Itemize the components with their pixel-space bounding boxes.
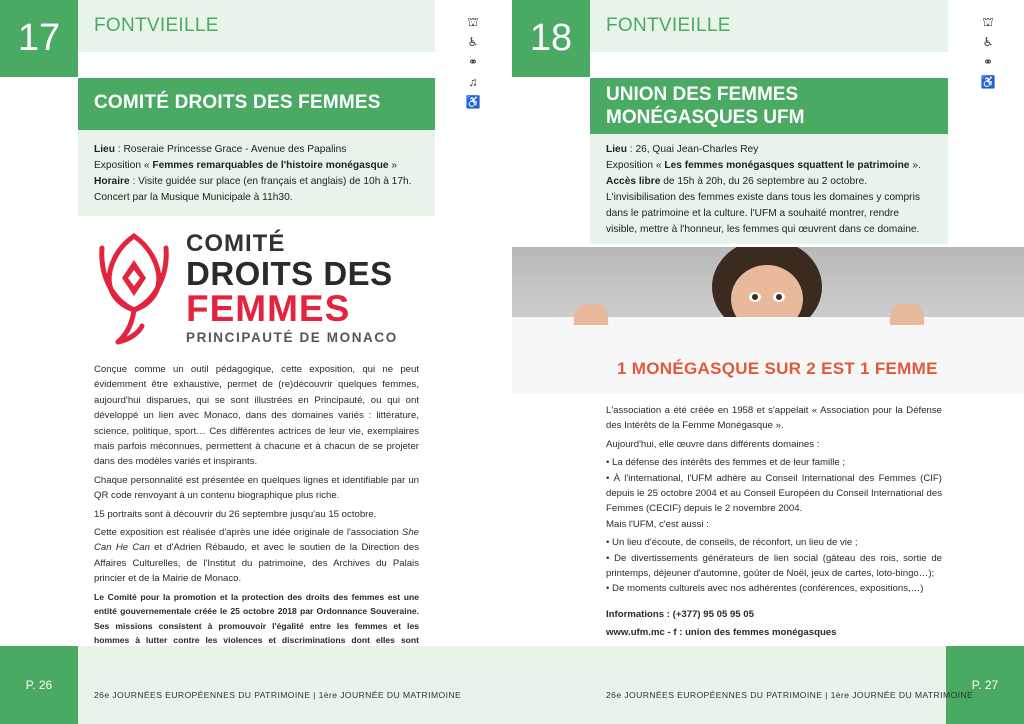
list-item: • La défense des intérêts des femmes et de leur famille ;: [606, 455, 942, 470]
page-number: P. 27: [946, 646, 1024, 724]
toilet-icon: ♿︎: [467, 35, 479, 49]
horaire-line: Horaire : Visite guidée sur place (en français et anglais) de 10h à 17h.: [94, 176, 412, 187]
lieu-line: Lieu : Roseraie Princesse Grace - Avenue des Papalins: [94, 144, 347, 155]
page-number: P. 26: [0, 646, 78, 724]
footer-text: 26e JOURNÉES EUROPÉENNES DU PATRIMOINE | 1ère JOURNÉE DU MATRIMOINE: [606, 690, 974, 700]
lieu-line: Lieu : 26, Quai Jean-Charles Rey: [606, 144, 759, 155]
list-item: • De divertissements générateurs de lien social (gâteau des rois, sortie de printemps, déjeuner d'automne, goûter de Noël, jeux de cartes, loto-bingo…);: [606, 551, 942, 582]
paragraph: 15 portraits sont à découvrir du 26 septembre jusqu'au 15 octobre.: [94, 508, 377, 520]
event-title-band: [590, 78, 948, 134]
banner-photo: [512, 247, 1024, 393]
info-phone[interactable]: Informations : (+377) 95 05 95 05: [606, 608, 754, 620]
desc-line: L'invisibilisation des femmes existe dans tous les domaines y compris dans le patrimoine et la culture. l'UFM a souhaité montrer, rendre visible, mettre à l'honneur, les femmes qui œuvrent dans ce domaine.: [606, 192, 920, 235]
wheelchair-icon: ♿: [980, 75, 996, 89]
footer-band: [512, 646, 946, 724]
domain-list: [606, 455, 942, 517]
wheelchair-icon: ♿: [465, 95, 481, 109]
footer-text: 26e JOURNÉES EUROPÉENNES DU PATRIMOINE | 1ère JOURNÉE DU MATRIMOINE: [94, 690, 462, 700]
event-info: [78, 130, 435, 216]
logo-text: COMITÉ DROITS DES FEMMES PRINCIPAUTÉ DE MONACO: [186, 230, 398, 345]
event-description: [606, 403, 942, 678]
location-label: FONTVIEILLE: [606, 15, 731, 36]
event-title: COMITÉ DROITS DES FEMMES: [94, 92, 381, 113]
stairs-icon: ⛫: [982, 15, 994, 29]
paragraph: Chaque personnalité est présentée en quelques lignes et identifiable par un QR code renvoyant à un contenu biographique plus riche.: [94, 474, 419, 502]
event-title: UNION DES FEMMES MONÉGASQUES UFM: [606, 84, 805, 128]
expo-line: Exposition « Les femmes monégasques squattent le patrimoine ».: [606, 160, 921, 171]
stairs-icon: ⛫: [467, 15, 479, 29]
event-number: 17: [0, 0, 78, 77]
location-label: FONTVIEILLE: [94, 15, 219, 36]
paragraph: Aujourd'hui, elle œuvre dans différents domaines :: [606, 438, 820, 450]
paragraph: Conçue comme un outil pédagogique, cette exposition, qui ne peut évidemment être exhaustive, permet de (re)découvrir quelques femmes, aujourd'hui disparues, qui se sont illustrées en Principauté, ou qui ont développé un lien avec Monaco, dans des domaines variés : littérature, science, politique, sport… Ces différentes actrices de leur vie, exemplaires mais parfois méconnues, permettent à chacune et à chacun de se projeter dans des modèles variés et inspirants.: [94, 364, 419, 468]
binoculars-icon: ⚭: [982, 55, 994, 69]
concert-line: Concert par la Musique Municipale à 11h30.: [94, 192, 293, 203]
expo-line: Exposition « Femmes remarquables de l'histoire monégasque »: [94, 160, 398, 171]
music-icon: ♫: [468, 75, 478, 89]
header-band: [78, 0, 435, 52]
event-description: [94, 362, 419, 684]
paragraph: L'association a été créée en 1958 et s'appelait « Association pour la Défense des Intérêts de la Femme Monégasque ».: [606, 405, 942, 432]
list-item: • À l'international, l'UFM adhère au Conseil International des Femmes (CIF) depuis le 25 octobre 2004 et au Conseil Européen du Conseil International des Femmes (CECIF) depuis le 2 novembre 2004.: [606, 471, 942, 517]
event-number: 18: [512, 0, 590, 77]
list-item: • Un lieu d'écoute, de conseils, de réconfort, un lieu de vie ;: [606, 535, 942, 550]
access-icons: [463, 14, 483, 110]
paragraph: Cette exposition est réalisée d'après une idée originale de l'association She Can He Can et d'Adrien Rébaudo, et avec le soutien de la Direction des Affaires Culturelles, de l'Institut du patrimoine, des Archives du Palais princier et de la Mairie de Monaco.: [94, 527, 420, 585]
list-item: • De moments culturels avec nos adhérentes (conférences, expositions,…): [606, 581, 942, 596]
facebook-icon: f: [673, 627, 677, 639]
right-page: [512, 0, 1024, 724]
toilet-icon: ♿︎: [982, 35, 994, 49]
paragraph: Mais l'UFM, c'est aussi :: [606, 518, 709, 530]
comite-logo: [94, 230, 424, 352]
binoculars-icon: ⚭: [467, 55, 479, 69]
event-info: [590, 134, 948, 244]
tulip-logo-icon: [94, 230, 174, 350]
event-title-band: [78, 78, 435, 130]
footer-band: [78, 646, 512, 724]
paragraph-bold: Le Comité pour la promotion et la protection des droits des femmes est une entité gouvernementale créée le 25 octobre 2018 par Ordonnance Souveraine. Ses missions consistent à promouvoir l'égalité entre les femmes et les hommes à lutter contre les violences et discriminations dont elles sont: [94, 591, 419, 646]
info-web[interactable]: www.ufm.mc - f : union des femmes monégasques: [606, 627, 837, 639]
header-band: [590, 0, 948, 52]
acces-line: Accès libre de 15h à 20h, du 26 septembre au 2 octobre.: [606, 176, 868, 187]
activity-list: [606, 535, 942, 597]
access-icons: [978, 14, 998, 90]
banner-slogan: 1 MONÉGASQUE SUR 2 EST 1 FEMME: [617, 359, 938, 378]
